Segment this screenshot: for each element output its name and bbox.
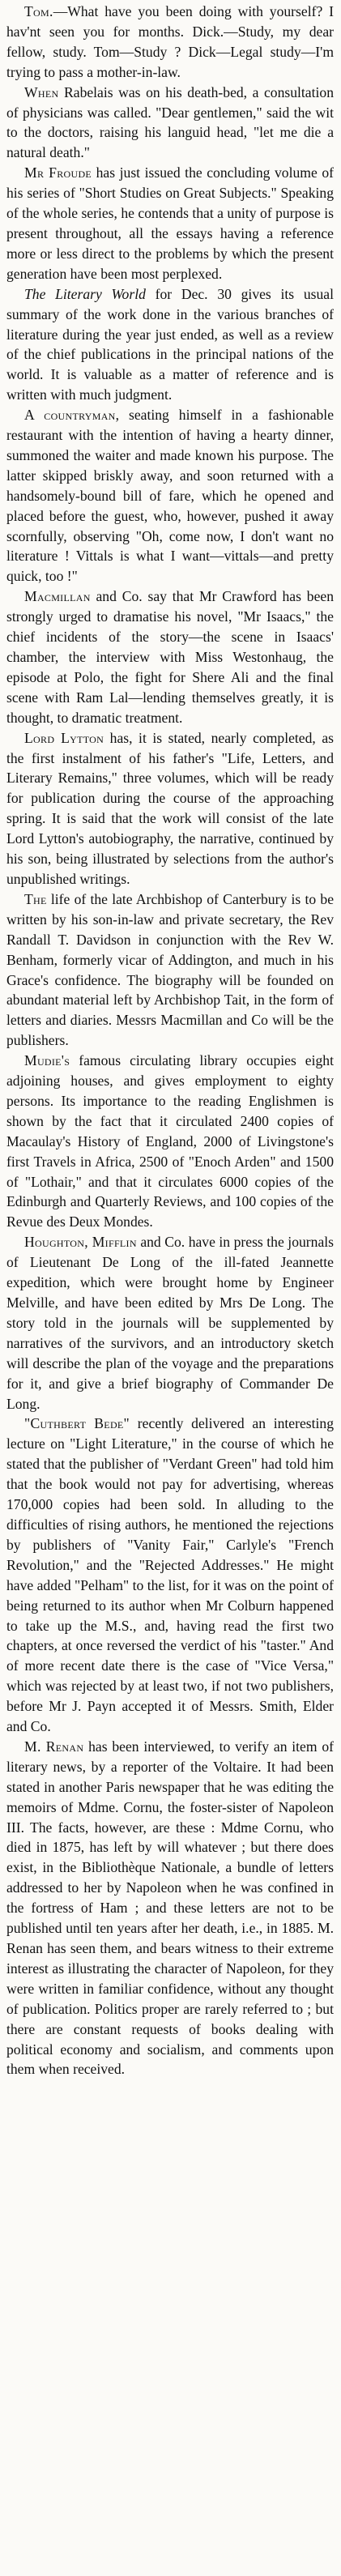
paragraph-text: has, it is stated, nearly completed, as the first instalment of his father's "Life, Letters, and Literary Remains," three volumes, which will be ready for publication during the course of the approaching spring. It is said that the work will consist of the late Lord Lytton's autobiography, the narrative, continued by his son, being illustrated by selections from the author's unpublished writings. xyxy=(6,729,334,887)
paragraph-countryman xyxy=(6,405,334,586)
paragraph-lead: "Cuthbert Bede" xyxy=(24,1415,130,1432)
paragraph-text: famous circulating library occupies eight adjoining houses, and gives employment to eighty persons. Its importance to the reading Englishmen is shown by the fact that it circulated 2400 copies of Macaulay's History of England, 2000 of Livingstone's first Travels in Africa, 2500 of "Enoch Arden" and 1500 of "Lothair," and that it circulates 6000 copies of the Edinburgh and Quarterly Reviews, and 100 copies of the Revue des Deux Mondes. xyxy=(6,1052,334,1230)
paragraph-tom-dick-joke xyxy=(6,2,334,83)
paragraph-lead: Mr Froude xyxy=(24,164,92,181)
paragraph-cuthbert-bede xyxy=(6,1414,334,1737)
paragraph-lead: M. Renan xyxy=(24,1738,84,1755)
paragraph-lead: Mudie's xyxy=(24,1052,70,1069)
paragraph-literary-world xyxy=(6,284,334,405)
paragraph-text: Rabelais was on his death-bed, a consultation of physicians was called. "Dear gentlemen," said the wit to the doctors, raising his languid head, "let me die a natural death." xyxy=(6,83,334,161)
paragraph-text: , seating himself in a fashionable restaurant with the intention of having a hearty dinner, summoned the waiter and made known his purpose. The latter skipped briskly away, and soon returned with a handsomely-bound bill of fare, which he opened and placed before the guest, who, however, pushed it away scornfully, observing "Oh, come now, I don't want no literature ! Vittals is what I want—vittals—and pretty quick, too !" xyxy=(6,407,335,585)
paragraph-text: has just issued the concluding volume of his series of "Short Studies on Great Subjects." Speaking of the whole series, he contends that a unity of purpose is present throughout, all the essays having a reference more or less direct to the problems by which the present generation have been most perplexed. xyxy=(6,164,334,282)
paragraph-text: life of the late Archbishop of Canterbury is to be written by his son-in-law and private secretary, the Rev Randall T. Davidson in conjunction with the Rev W. Benham, formerly vicar of Addington, and much in his Grace's confidence. The biography will be founded on abundant material left by Archbishop Tait, in the form of letters and diaries. Messrs Macmillan and Co will be the publishers. xyxy=(6,890,334,1049)
paragraph-lead: A countryman xyxy=(24,407,116,424)
paragraph-rabelais xyxy=(6,83,334,164)
paragraph-lord-lytton xyxy=(6,728,334,889)
paragraph-lead: Tom. xyxy=(24,3,53,19)
paragraph-lead: Houghton, Mifflin xyxy=(24,1234,137,1251)
paragraph-archbishop xyxy=(6,889,334,1051)
paragraph-text: has been interviewed, to verify an item of literary news, by a reporter of the Voltaire. It had been stated in another Paris newspaper that he was editing the memoirs of Mdme. Cornu, the foster-sister of Napoleon III. The facts, however, are these : Mdme Cornu, who died in 1875, has left by will whatever ; but there does exist, in the Bibliothèque Nationale, a bundle of letters addressed to her by Napoleon when he was confined in the fortress of Ham ; and these letters are not to be published until ten years after her death, i.e., in 1885. M. Renan has seen them, and bears witness to their extreme interest as illustrating the character of Napoleon, for they were written in familiar confidence, without any thought of publication. Politics proper are rarely referred to ; but there are constant requests of books dealing with political economy and socialism, and comments upon them when received. xyxy=(6,1738,335,2078)
paragraph-macmillan-crawford xyxy=(6,586,334,727)
paragraph-text: and Co. have in press the journals of Lieutenant De Long of the ill-fated Jeannette expedition, which were brought home by Engineer Melville, and have been edited by Mrs De Long. The story told in the journals will be supplemented by narratives of the survivors, and an introductory sketch will describe the plan of the voyage and the preparations for it, and give a brief biography of Commander De Long. xyxy=(6,1234,334,1412)
paragraph-renan xyxy=(6,1737,334,2079)
paragraph-lead: Macmillan xyxy=(24,588,91,605)
paragraph-text: recently delivered an interesting lecture on "Light Literature," in the course of which he stated that the publisher of "Verdant Green" had told him that the book would not pay for advertising, whereas 170,000 copies had been sold. In alluding to the difficulties of rising authors, he mentioned the rejections by publishers of "Vanity Fair," Carlyle's "French Revolution," and the "Rejected Addresses." He might have added "Pelham" to the list, for it was on the point of being returned to its author when Mr Colburn happened to take up the M.S., and, having read the first two chapters, at once reversed the verdict of his "taster." And of more recent date there is the case of "Vice Versa," which was rejected by at least two, if not two publishers, before Mr J. Payn accepted it of Messrs. Smith, Elder and Co. xyxy=(6,1415,335,1735)
paragraph-mudies-library xyxy=(6,1051,334,1232)
paragraph-houghton-mifflin xyxy=(6,1232,334,1414)
paragraph-froude xyxy=(6,163,334,284)
paragraph-lead: Lord Lytton xyxy=(24,729,104,746)
paragraph-lead: The xyxy=(24,890,47,907)
paragraph-text: and Co. say that Mr Crawford has been strongly urged to dramatise his novel, "Mr Isaacs," the chief incidents of the story—the scene in Isaacs' chamber, the interview with Miss Westonhaug, the episode at Polo, the fight for Shere Ali and the final scene with Ram Lal—lending themselves greatly, it is thought, to dramatic treatment. xyxy=(6,588,334,726)
paragraph-text: for Dec. 30 gives its usual summary of the work done in the various branches of literature during the year just ended, as well as a review of the chief publications in the principal nations of the world. It is valuable as a matter of reference and is written with much judgment. xyxy=(6,285,334,403)
paragraph-lead: When xyxy=(24,83,59,100)
paragraph-text: —What have you been doing with yourself? I hav'nt seen you for months. Dick.—Study, my dear fellow, study. Tom—Study ? Dick—Legal study—I'm trying to pass a mother-in-law. xyxy=(6,3,334,80)
publication-title: The Literary World xyxy=(24,285,146,302)
